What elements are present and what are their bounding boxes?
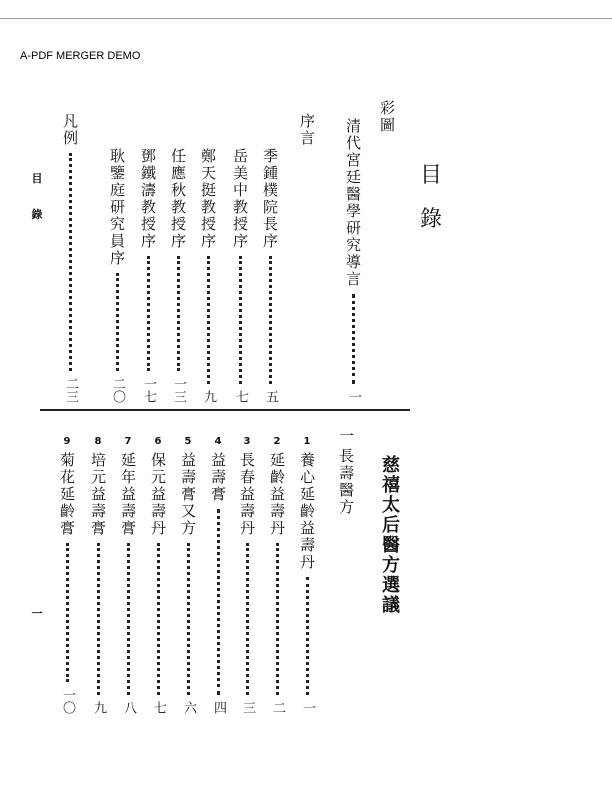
toc-entry-preface[interactable] <box>138 148 158 403</box>
recipe-number: 4 <box>214 436 222 447</box>
toc-entry-page: 一三 <box>171 377 186 403</box>
leader-dots <box>147 256 150 371</box>
section-divider <box>40 409 410 411</box>
margin-label-char: 目 <box>31 172 43 185</box>
leader-dots <box>217 509 220 695</box>
toc-entry-page: 一 <box>300 701 315 714</box>
toc-entry-title: 鄧鐵濤教授序 <box>139 148 157 250</box>
toc-entry-title: 岳美中教授序 <box>231 148 249 250</box>
toc-entry-title: 延齡益壽丹 <box>268 452 286 537</box>
recipe-number: 9 <box>63 436 71 447</box>
toc-entry-page: 四 <box>211 701 226 714</box>
toc-entry-title: 延年益壽膏 <box>119 452 137 537</box>
toc-entry-title: 益壽膏 <box>209 452 227 503</box>
toc-entry-title: 長春益壽丹 <box>238 452 256 537</box>
leader-dots <box>269 256 272 384</box>
toc-entry-page: 六 <box>181 701 196 714</box>
toc-entry-notes[interactable] <box>60 113 80 403</box>
toc-entry-page: 五 <box>263 390 278 403</box>
toc-entry-page: 一〇 <box>60 688 75 714</box>
recipe-number: 1 <box>303 436 311 447</box>
toc-entry-title: 季鍾樸院長序 <box>261 148 279 250</box>
chapter-title: 長壽醫方 <box>337 448 355 516</box>
toc-entry-page: 二〇 <box>110 377 125 403</box>
margin-label-char: 錄 <box>31 208 43 221</box>
leader-dots <box>69 153 72 371</box>
leader-dots <box>116 273 119 371</box>
toc-entry-title: 鄭天挺教授序 <box>199 148 217 250</box>
chapter-number: 一 <box>337 428 355 445</box>
toc-entry-title: 菊花延齡膏 <box>58 452 76 537</box>
toc-entry-recipe[interactable] <box>57 452 77 714</box>
leader-dots <box>352 294 355 384</box>
toc-entry-page: 七 <box>233 390 248 403</box>
top-rule <box>0 18 612 19</box>
page-title-char: 錄 <box>419 207 442 232</box>
recipe-number: 8 <box>94 436 102 447</box>
recipe-number: 7 <box>124 436 132 447</box>
toc-entry-title: 保元益壽丹 <box>149 452 167 537</box>
toc-entry-title: 清代宮廷醫學研究導言 <box>344 118 362 288</box>
recipe-number: 6 <box>154 436 162 447</box>
toc-entry-recipe[interactable] <box>88 452 108 714</box>
leader-dots <box>127 543 130 695</box>
leader-dots <box>66 543 69 682</box>
recipe-number: 2 <box>273 436 281 447</box>
toc-entry-preface[interactable] <box>198 148 218 403</box>
toc-entry-title: 養心延齡益壽丹 <box>298 452 316 571</box>
leader-dots <box>276 543 279 695</box>
watermark: A-PDF MERGER DEMO <box>20 50 141 62</box>
recipe-number: 3 <box>243 436 251 447</box>
toc-entry-title: 培元益壽膏 <box>89 452 107 537</box>
toc-entry-title: 任應秋教授序 <box>169 148 187 250</box>
toc-entry-preface[interactable] <box>260 148 280 403</box>
leader-dots <box>187 543 190 695</box>
toc-entry-page: 七 <box>151 701 166 714</box>
toc-plates: 彩圖 <box>378 100 396 134</box>
toc-entry-preface[interactable] <box>230 148 250 403</box>
recipe-number: 5 <box>184 436 192 447</box>
toc-entry-title: 耿鑒庭研究員序 <box>108 148 126 267</box>
toc-entry-intro[interactable] <box>343 118 363 403</box>
leader-dots <box>157 543 160 695</box>
toc-entry-recipe[interactable] <box>267 452 287 714</box>
leader-dots <box>246 543 249 695</box>
toc-entry-page: 九 <box>91 701 106 714</box>
toc-preface-heading: 序言 <box>298 113 316 147</box>
toc-entry-recipe[interactable] <box>208 452 228 714</box>
toc-entry-title: 凡例 <box>61 113 79 147</box>
toc-entry-preface[interactable] <box>168 148 188 403</box>
toc-entry-page: 三 <box>240 701 255 714</box>
toc-entry-page: 八 <box>121 701 136 714</box>
toc-entry-title: 益壽膏又方 <box>179 452 197 537</box>
toc-entry-page: 九 <box>201 390 216 403</box>
leader-dots <box>306 577 309 695</box>
toc-entry-page: 二 <box>270 701 285 714</box>
toc-entry-recipe[interactable] <box>178 452 198 714</box>
toc-entry-page: 二三 <box>63 377 78 403</box>
page-title-char: 目 <box>419 163 442 188</box>
toc-entry-recipe[interactable] <box>297 452 317 714</box>
leader-dots <box>177 256 180 371</box>
book-title: 慈禧太后醫方選議 <box>379 455 400 615</box>
toc-entry-page: 一 <box>346 390 361 403</box>
margin-page-number: 一 <box>31 607 43 620</box>
toc-entry-page: 一七 <box>141 377 156 403</box>
leader-dots <box>239 256 242 384</box>
toc-entry-recipe[interactable] <box>237 452 257 714</box>
toc-entry-preface[interactable] <box>107 148 127 403</box>
leader-dots <box>207 256 210 384</box>
toc-entry-recipe[interactable] <box>118 452 138 714</box>
toc-entry-recipe[interactable] <box>148 452 168 714</box>
leader-dots <box>97 543 100 695</box>
